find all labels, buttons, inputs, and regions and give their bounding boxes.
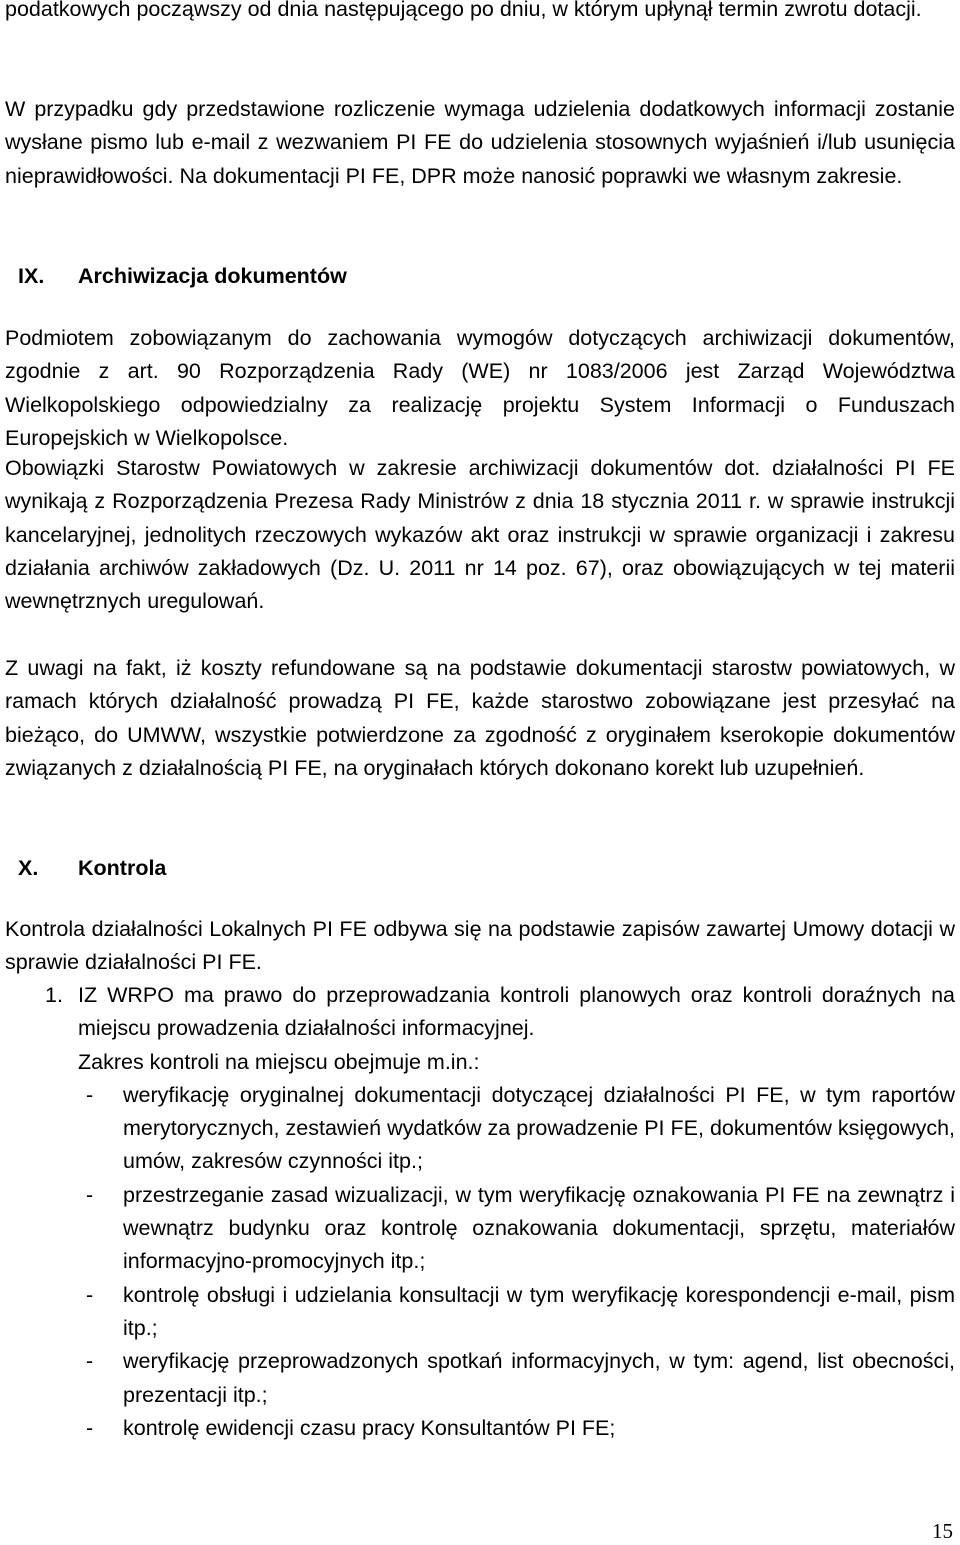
bullet-list: [78, 1079, 955, 1445]
section-title: Archiwizacja dokumentów: [78, 264, 347, 288]
dash-marker: -: [86, 1182, 94, 1207]
scope-label: Zakres kontroli na miejscu obejmuje m.in.:: [78, 1049, 480, 1074]
bullet-item: [78, 1279, 955, 1346]
bullet-text: przestrzeganie zasad wizualizacji, w tym weryfikację oznakowania PI FE na zewnątrz i wewnątrz budynku oraz kontrolę oznakowania dokumentacji, sprzętu, materiałów informacyjno-promocyjnych itp.;: [123, 1182, 955, 1274]
bullet-text: kontrolę obsługi i udzielania konsultacji w tym weryfikację korespondencji e-mail, pism itp.;: [123, 1282, 955, 1340]
bullet-text: weryfikację oryginalnej dokumentacji dotyczącej działalności PI FE, w tym raportów merytorycznych, zestawień wydatków za prowadzenie PI FE, dokumentów księgowych, umów, zakresów czynności itp.;: [123, 1082, 955, 1174]
dash-marker: -: [86, 1282, 94, 1307]
section-heading-x: [18, 852, 166, 885]
bullet-text: weryfikację przeprowadzonych spotkań informacyjnych, w tym: agend, list obecności, prezentacji itp.;: [123, 1349, 955, 1407]
bullet-text: kontrolę ewidencji czasu pracy Konsultantów PI FE;: [123, 1415, 616, 1440]
bullet-item: [78, 1412, 955, 1445]
paragraph-continuation: podatkowych począwszy od dnia następującego po dniu, w którym upłynął termin zwrotu dotacji.: [5, 0, 922, 21]
paragraph-archiving-obligations: Obowiązki Starostw Powiatowych w zakresie archiwizacji dokumentów dot. działalności PI FE wynikają z Rozporządzenia Prezesa Rady Ministrów z dnia 18 stycznia 2011 r. w sprawie instrukcji kancelaryjnej, jednolitych rzeczowych wykazów akt oraz instrukcji w sprawie organizacji i zakresu działania archiwów zakładowych (Dz. U. 2011 nr 14 poz. 67), oraz obowiązujących w tej materii wewnętrznych uregulowań.: [5, 456, 955, 614]
paragraph-clarification: W przypadku gdy przedstawione rozliczenie wymaga udzielenia dodatkowych informacji zostanie wysłane pismo lub e-mail z wezwaniem PI FE do udzielenia stosownych wyjaśnień i/lub usunięcia nieprawidłowości. Na dokumentacji PI FE, DPR może nanosić poprawki we własnym zakresie.: [5, 97, 955, 188]
list-item-text: IZ WRPO ma prawo do przeprowadzania kontroli planowych oraz kontroli doraźnych na miejscu prowadzenia działalności informacyjnej.: [78, 983, 955, 1041]
section-heading-ix: [18, 260, 347, 293]
dash-marker: -: [86, 1349, 94, 1374]
bullet-item: [78, 1179, 955, 1279]
bullet-item: [78, 1079, 955, 1179]
paragraph-archiving-responsibility: Podmiotem zobowiązanym do zachowania wymogów dotyczących archiwizacji dokumentów, zgodnie z art. 90 Rozporządzenia Rady (WE) nr 1083/2006 jest Zarząd Województwa Wielkopolskiego odpowiedzialny za realizację projektu System Informacji o Funduszach Europejskich w Wielkopolsce.: [5, 326, 955, 450]
numbered-list: [5, 979, 955, 1445]
dash-marker: -: [86, 1082, 94, 1107]
page-number: 15: [932, 1519, 953, 1543]
section-number: IX.: [18, 264, 45, 288]
paragraph-archiving-copies: Z uwagi na fakt, iż koszty refundowane są na podstawie dokumentacji starostw powiatowych, w ramach których działalność prowadzą PI FE, każde starostwo zobowiązane jest przesyłać na bieżąco, do UMWW, wszystkie potwierdzone za zgodność z oryginałem kserokopie dokumentów związanych z działalnością PI FE, na oryginałach których dokonano korekt lub uzupełnień.: [5, 656, 955, 780]
list-number: 1.: [45, 983, 63, 1007]
list-item: [5, 979, 955, 1445]
section-number: X.: [18, 856, 39, 880]
bullet-item: [78, 1345, 955, 1412]
section-title: Kontrola: [78, 856, 167, 880]
paragraph-control-intro: Kontrola działalności Lokalnych PI FE odbywa się na podstawie zapisów zawartej Umowy dotacji w sprawie działalności PI FE.: [5, 917, 955, 975]
dash-marker: -: [86, 1415, 94, 1440]
